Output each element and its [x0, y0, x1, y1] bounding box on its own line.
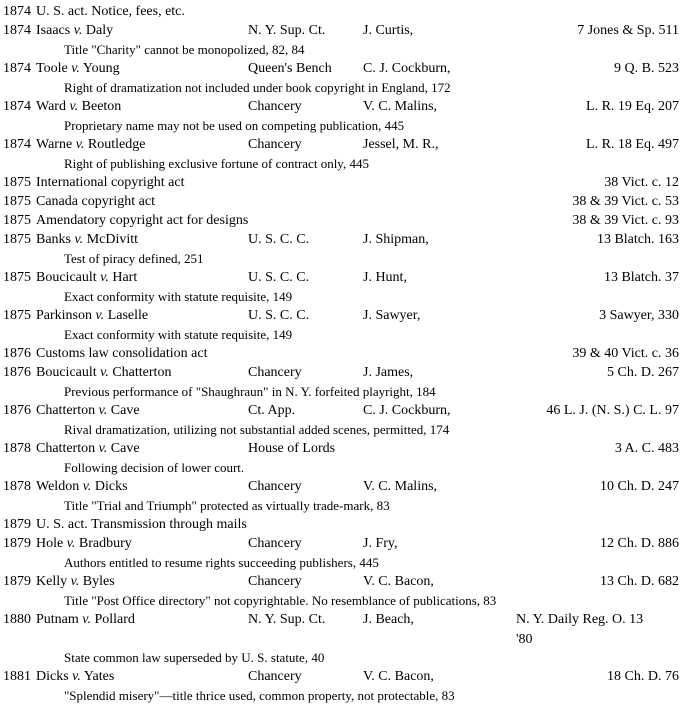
entry-year: 1874	[3, 61, 31, 76]
party-plaintiff: Toole	[36, 61, 68, 76]
judge-name: J. Shipman,	[363, 232, 429, 247]
entry-row	[0, 268, 683, 287]
court-name: Ct. App.	[248, 403, 296, 418]
court-name: Chancery	[248, 99, 302, 114]
citation: 46 L. J. (N. S.) C. L. 97	[546, 403, 679, 418]
case-note-row	[0, 648, 683, 667]
party-defendant: Yates	[83, 669, 115, 684]
case-note-row	[0, 553, 683, 572]
entry-row	[0, 2, 683, 21]
case-note: Exact conformity with statute requisite, 149	[64, 289, 293, 304]
versus-mark: v.	[71, 61, 80, 76]
case-note-row	[0, 686, 683, 705]
act-title: Amendatory copyright act for designs	[36, 213, 249, 228]
versus-mark: v.	[82, 612, 91, 627]
court-name: Chancery	[248, 479, 302, 494]
judge-name: J. Beach,	[363, 612, 414, 627]
party-defendant: Byles	[82, 574, 115, 589]
entry-row	[0, 306, 683, 325]
versus-mark: v.	[95, 308, 105, 323]
citation: 13 Ch. D. 682	[600, 574, 679, 589]
citation: 3 Sawyer, 330	[599, 308, 679, 323]
party-plaintiff: Warne	[36, 137, 73, 152]
entry-year: 1878	[3, 441, 31, 456]
act-title: U. S. act. Transmission through mails	[36, 517, 247, 532]
case-note: Right of publishing exclusive fortune of contract only, 445	[64, 156, 369, 171]
party-defendant: Laselle	[107, 308, 149, 323]
case-name	[36, 59, 120, 78]
case-name	[36, 268, 137, 287]
party-defendant: McDivitt	[86, 232, 139, 247]
entry-row	[0, 534, 683, 553]
entry-row	[0, 173, 683, 192]
party-defendant: Bradbury	[78, 536, 132, 551]
citation: L. R. 18 Eq. 497	[586, 137, 679, 152]
entry-year: 1874	[3, 137, 31, 152]
case-note-row	[0, 458, 683, 477]
case-name	[36, 97, 121, 116]
case-note-row	[0, 40, 683, 59]
case-name	[36, 534, 132, 553]
case-note: Exact conformity with statute requisite, 149	[64, 327, 293, 342]
party-plaintiff: Hole	[36, 536, 64, 551]
party-defendant: Pollard	[94, 612, 135, 627]
citation-continued: '80	[516, 632, 533, 647]
entry-row	[0, 610, 683, 629]
judge-name: J. Fry,	[363, 536, 398, 551]
case-note-row	[0, 382, 683, 401]
act-title: U. S. act. Notice, fees, etc.	[36, 4, 185, 19]
entry-year: 1881	[3, 669, 31, 684]
entry-year: 1875	[3, 232, 31, 247]
entry-row	[0, 211, 683, 230]
party-defendant: Beeton	[81, 99, 122, 114]
case-note: Title "Charity" cannot be monopolized, 82, 84	[64, 42, 305, 57]
case-name	[36, 135, 145, 154]
citation: L. R. 19 Eq. 207	[586, 99, 679, 114]
versus-mark: v.	[75, 137, 85, 152]
versus-mark: v.	[74, 232, 84, 247]
entry-row	[0, 21, 683, 40]
court-name: U. S. C. C.	[248, 232, 310, 247]
entry-year: 1876	[3, 365, 31, 380]
party-plaintiff: Kelly	[36, 574, 68, 589]
citation: 38 Vict. c. 12	[604, 175, 679, 190]
party-defendant: Routledge	[87, 137, 146, 152]
case-name	[36, 401, 140, 420]
entry-row	[0, 439, 683, 458]
party-plaintiff: Banks	[36, 232, 71, 247]
entry-year: 1876	[3, 346, 31, 361]
case-name	[36, 230, 138, 249]
case-note: Title "Post Office directory" not copyrightable. No resemblance of publications, 83	[64, 593, 497, 608]
party-defendant: Chatterton	[112, 365, 172, 380]
entry-year: 1874	[3, 23, 31, 38]
judge-name: V. C. Malins,	[363, 99, 438, 114]
entry-year: 1876	[3, 403, 31, 418]
citation: 9 Q. B. 523	[614, 61, 679, 76]
case-note-row	[0, 325, 683, 344]
versus-mark: v.	[100, 270, 109, 285]
entry-row	[0, 192, 683, 211]
entry-year: 1880	[3, 612, 31, 627]
party-plaintiff: Isaacs	[36, 23, 71, 38]
judge-name: J. Hunt,	[363, 270, 407, 285]
case-note-row	[0, 420, 683, 439]
citation: 3 A. C. 483	[614, 441, 679, 456]
entry-row	[0, 135, 683, 154]
case-note-row	[0, 154, 683, 173]
citation: 10 Ch. D. 247	[600, 479, 679, 494]
judge-name: J. James,	[363, 365, 414, 380]
case-note: Following decision of lower court.	[64, 460, 245, 475]
court-name: N. Y. Sup. Ct.	[248, 23, 326, 38]
case-note: "Splendid misery"—title thrice used, common property, not protectable, 83	[64, 688, 455, 703]
court-name: Queen's Bench	[248, 61, 332, 76]
entry-year: 1874	[3, 4, 31, 19]
party-plaintiff: Putnam	[36, 612, 79, 627]
judge-name: Jessel, M. R.,	[363, 137, 439, 152]
case-name	[36, 439, 140, 458]
case-note-row	[0, 591, 683, 610]
versus-mark: v.	[73, 23, 83, 38]
versus-mark: v.	[98, 441, 108, 456]
citation: N. Y. Daily Reg. O. 13	[516, 612, 644, 627]
case-name	[36, 306, 148, 325]
party-plaintiff: Boucicault	[36, 270, 97, 285]
entry-row	[0, 572, 683, 591]
party-defendant: Young	[82, 61, 120, 76]
party-defendant: Cave	[110, 441, 140, 456]
citation: 7 Jones & Sp. 511	[577, 23, 679, 38]
case-name	[36, 667, 114, 686]
court-name: N. Y. Sup. Ct.	[248, 612, 326, 627]
case-note: Title "Trial and Triumph" protected as virtually trade-mark, 83	[64, 498, 390, 513]
versus-mark: v.	[70, 574, 80, 589]
party-plaintiff: Chatterton	[36, 441, 96, 456]
judge-name: V. C. Malins,	[363, 479, 438, 494]
citation: 13 Blatch. 163	[596, 232, 679, 247]
case-note: State common law superseded by U. S. statute, 40	[64, 650, 325, 665]
court-name: Chancery	[248, 574, 302, 589]
entry-row	[0, 477, 683, 496]
judge-name: V. C. Bacon,	[363, 574, 434, 589]
case-note: Right of dramatization not included under book copyright in England, 172	[64, 80, 451, 95]
court-name: Chancery	[248, 536, 302, 551]
court-name: Chancery	[248, 137, 302, 152]
entry-row	[0, 59, 683, 78]
entry-year: 1878	[3, 479, 31, 494]
versus-mark: v.	[66, 536, 76, 551]
case-note: Previous performance of "Shaughraun" in N. Y. forfeited playright, 184	[64, 384, 436, 399]
entry-row	[0, 230, 683, 249]
party-plaintiff: Dicks	[36, 669, 69, 684]
citation: 38 & 39 Vict. c. 53	[572, 194, 679, 209]
citation: 39 & 40 Vict. c. 36	[572, 346, 679, 361]
act-title: Customs law consolidation act	[36, 346, 208, 361]
case-name	[36, 363, 171, 382]
case-note-row	[0, 249, 683, 268]
party-plaintiff: Weldon	[36, 479, 80, 494]
case-note: Test of piracy defined, 251	[64, 251, 204, 266]
act-title: Canada copyright act	[36, 194, 155, 209]
party-defendant: Cave	[110, 403, 140, 418]
case-name	[36, 477, 128, 496]
case-note-row	[0, 78, 683, 97]
citation: 12 Ch. D. 886	[600, 536, 679, 551]
judge-name: V. C. Bacon,	[363, 669, 434, 684]
case-name	[36, 572, 115, 591]
entry-year: 1875	[3, 213, 31, 228]
party-plaintiff: Parkinson	[36, 308, 92, 323]
versus-mark: v.	[100, 365, 109, 380]
case-name	[36, 610, 135, 629]
case-note-row	[0, 287, 683, 306]
entry-year: 1875	[3, 308, 31, 323]
entry-year: 1879	[3, 536, 31, 551]
case-note: Authors entitled to resume rights succeeding publishers, 445	[64, 555, 379, 570]
court-name: U. S. C. C.	[248, 308, 310, 323]
entry-year: 1875	[3, 270, 31, 285]
court-name: House of Lords	[248, 441, 336, 456]
party-defendant: Hart	[112, 270, 138, 285]
case-note: Rival dramatization, utilizing not substantial added scenes, permitted, 174	[64, 422, 450, 437]
judge-name: J. Sawyer,	[363, 308, 421, 323]
court-name: Chancery	[248, 669, 302, 684]
entry-row	[0, 344, 683, 363]
entry-row	[0, 401, 683, 420]
court-name: U. S. C. C.	[248, 270, 310, 285]
entry-row	[0, 515, 683, 534]
versus-mark: v.	[98, 403, 108, 418]
entry-row	[0, 97, 683, 116]
citation: 5 Ch. D. 267	[607, 365, 679, 380]
party-plaintiff: Boucicault	[36, 365, 97, 380]
entry-row	[0, 363, 683, 382]
citation: 13 Blatch. 37	[603, 270, 679, 285]
act-title: International copyright act	[36, 175, 185, 190]
judge-name: C. J. Cockburn,	[363, 61, 451, 76]
citation: 38 & 39 Vict. c. 93	[572, 213, 679, 228]
party-defendant: Dicks	[94, 479, 128, 494]
citation-continuation-row	[0, 630, 683, 649]
versus-mark: v.	[82, 479, 92, 494]
versus-mark: v.	[69, 99, 79, 114]
party-plaintiff: Chatterton	[36, 403, 96, 418]
entry-year: 1875	[3, 194, 31, 209]
judge-name: J. Curtis,	[363, 23, 414, 38]
citation: 18 Ch. D. 76	[607, 669, 679, 684]
case-note-row	[0, 496, 683, 515]
case-name	[36, 21, 113, 40]
versus-mark: v.	[72, 669, 81, 684]
case-note: Proprietary name may not be used on competing publication, 445	[64, 118, 405, 133]
entry-year: 1874	[3, 99, 31, 114]
court-name: Chancery	[248, 365, 302, 380]
entry-year: 1879	[3, 574, 31, 589]
entry-year: 1879	[3, 517, 31, 532]
case-note-row	[0, 116, 683, 135]
judge-name: C. J. Cockburn,	[363, 403, 451, 418]
party-plaintiff: Ward	[36, 99, 66, 114]
party-defendant: Daly	[85, 23, 114, 38]
entry-year: 1875	[3, 175, 31, 190]
entry-row	[0, 667, 683, 686]
